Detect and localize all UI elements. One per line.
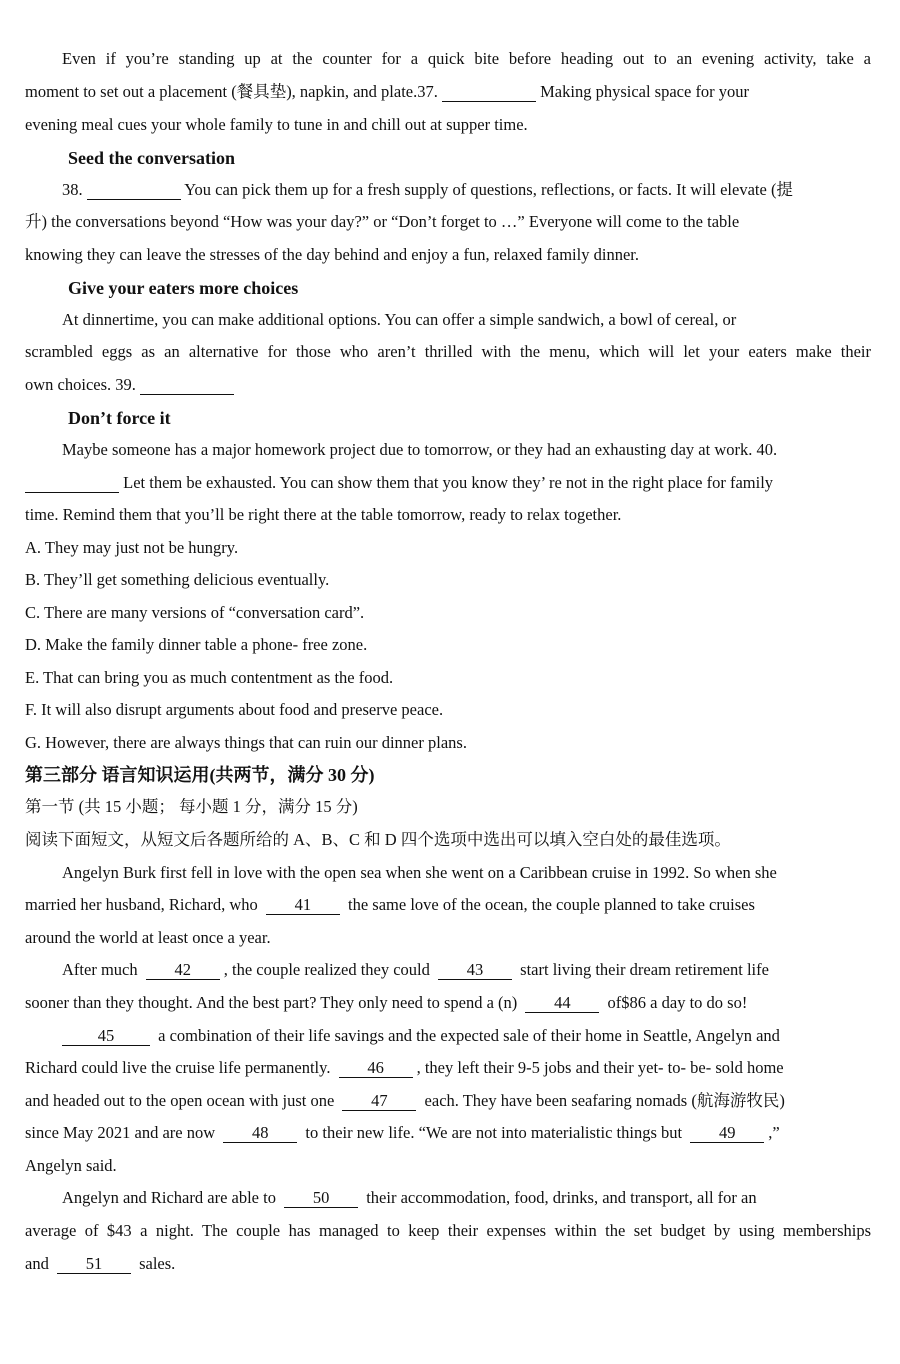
passage-line bbox=[25, 80, 871, 104]
blank-49[interactable]: 49 bbox=[690, 1124, 764, 1143]
text: ,” bbox=[768, 1123, 780, 1142]
text: and bbox=[25, 1254, 49, 1273]
passage-line bbox=[25, 243, 871, 267]
text: You can pick them up for a fresh supply of questions, reflections, or facts. It will elevate (提 bbox=[184, 180, 793, 199]
passage-line bbox=[25, 373, 871, 397]
text: of$86 a day to do so! bbox=[607, 993, 748, 1012]
text: 38. bbox=[62, 180, 83, 199]
text: and headed out to the open ocean with just one bbox=[25, 1091, 335, 1110]
passage-line bbox=[62, 178, 871, 202]
text: each. They have been seafaring nomads (航海游牧民) bbox=[424, 1091, 785, 1110]
cloze-line bbox=[62, 1024, 871, 1048]
passage-line bbox=[62, 308, 871, 332]
text: 升) the conversations beyond “How was your day?” or “Don’t forget to …” Everyone will come to the table bbox=[25, 212, 740, 231]
section-heading: Give your eaters more choices bbox=[68, 278, 299, 298]
passage-line bbox=[25, 113, 871, 137]
blank-42[interactable]: 42 bbox=[146, 961, 220, 980]
text: Even if you’re standing up at the counter for a quick bite before heading out to an evening activity, take a bbox=[62, 49, 871, 68]
text: Angelyn and Richard are able to bbox=[62, 1188, 276, 1207]
cloze-line bbox=[25, 1252, 871, 1276]
option-e: E. That can bring you as much contentment as the food. bbox=[25, 668, 394, 687]
blank-43[interactable]: 43 bbox=[438, 961, 512, 980]
section-instruction: 阅读下面短文，从短文后各题所给的 A、B、C 和 D 四个选项中选出可以填入空白处的最佳选项。 bbox=[25, 830, 731, 849]
text: Making physical space for your bbox=[540, 82, 750, 101]
blank-47[interactable]: 47 bbox=[342, 1092, 416, 1111]
cloze-line bbox=[25, 1089, 871, 1113]
passage-line bbox=[25, 340, 871, 364]
text: start living their dream retirement life bbox=[520, 960, 769, 979]
text: At dinnertime, you can make additional options. You can offer a simple sandwich, a bowl of cereal, or bbox=[62, 310, 737, 329]
cloze-line bbox=[25, 1056, 871, 1080]
option-b: B. They’ll get something delicious eventually. bbox=[25, 570, 330, 589]
section-heading: Don’t force it bbox=[68, 408, 171, 428]
blank-51[interactable]: 51 bbox=[57, 1255, 131, 1274]
option-d: D. Make the family dinner table a phone- free zone. bbox=[25, 635, 368, 654]
text: a combination of their life savings and the expected sale of their home in Seattle, Angelyn and bbox=[158, 1026, 780, 1045]
answer-blank-38[interactable] bbox=[87, 181, 181, 200]
text: around the world at least once a year. bbox=[25, 928, 271, 947]
option-c: C. There are many versions of “conversation card”. bbox=[25, 603, 365, 622]
answer-blank-40[interactable] bbox=[25, 474, 119, 493]
option-a: A. They may just not be hungry. bbox=[25, 538, 239, 557]
cloze-line bbox=[25, 991, 871, 1015]
cloze-line bbox=[62, 861, 871, 885]
text: average of $43 a night. The couple has managed to keep their expenses within the set budget by using memberships bbox=[25, 1221, 871, 1240]
option-f: F. It will also disrupt arguments about food and preserve peace. bbox=[25, 700, 444, 719]
text: Maybe someone has a major homework project due to tomorrow, or they had an exhausting day at work. 40. bbox=[62, 440, 778, 459]
passage-line bbox=[25, 210, 871, 234]
blank-41[interactable]: 41 bbox=[266, 896, 340, 915]
cloze-line bbox=[62, 1186, 871, 1210]
cloze-line bbox=[25, 893, 871, 917]
text: evening meal cues your whole family to tune in and chill out at supper time. bbox=[25, 115, 528, 134]
cloze-line bbox=[25, 1154, 871, 1178]
text: sales. bbox=[139, 1254, 176, 1273]
blank-48[interactable]: 48 bbox=[223, 1124, 297, 1143]
passage-line bbox=[62, 47, 871, 71]
answer-blank-37[interactable] bbox=[442, 83, 536, 102]
cloze-line bbox=[25, 926, 871, 950]
passage-line bbox=[25, 471, 871, 495]
text: time. Remind them that you’ll be right there at the table tomorrow, ready to relax together. bbox=[25, 505, 622, 524]
text: Angelyn said. bbox=[25, 1156, 117, 1175]
text: sooner than they thought. And the best part? They only need to spend a (n) bbox=[25, 993, 518, 1012]
text: , the couple realized they could bbox=[223, 960, 430, 979]
text: the same love of the ocean, the couple planned to take cruises bbox=[348, 895, 755, 914]
text: moment to set out a placement (餐具垫), napkin, and plate.37. bbox=[25, 82, 438, 101]
blank-46[interactable]: 46 bbox=[339, 1059, 413, 1078]
blank-44[interactable]: 44 bbox=[525, 994, 599, 1013]
passage-line bbox=[25, 503, 871, 527]
cloze-line bbox=[62, 958, 871, 982]
text: Angelyn Burk first fell in love with the open sea when she went on a Caribbean cruise in 1992. So when she bbox=[62, 863, 777, 882]
text: own choices. 39. bbox=[25, 375, 136, 394]
text: knowing they can leave the stresses of the day behind and enjoy a fun, relaxed family dinner. bbox=[25, 245, 639, 264]
text: Let them be exhausted. You can show them that you know they’ re not in the right place for family bbox=[123, 473, 774, 492]
option-g: G. However, there are always things that can ruin our dinner plans. bbox=[25, 733, 467, 752]
text: since May 2021 and are now bbox=[25, 1123, 216, 1142]
text: scrambled eggs as an alternative for those who aren’t thrilled with the menu, which will let your eaters make their bbox=[25, 342, 871, 361]
blank-50[interactable]: 50 bbox=[284, 1189, 358, 1208]
answer-blank-39[interactable] bbox=[140, 376, 234, 395]
text: , they left their 9-5 jobs and their yet- to- be- sold home bbox=[416, 1058, 784, 1077]
cloze-line bbox=[25, 1121, 871, 1145]
section-heading: Seed the conversation bbox=[68, 148, 235, 168]
cloze-line bbox=[25, 1219, 871, 1243]
blank-45[interactable]: 45 bbox=[62, 1027, 150, 1046]
text: married her husband, Richard, who bbox=[25, 895, 258, 914]
text: After much bbox=[62, 960, 138, 979]
text: to their new life. “We are not into materialistic things but bbox=[305, 1123, 683, 1142]
passage-line bbox=[62, 438, 871, 462]
section-subtitle: 第一节 (共 15 小题； 每小题 1 分，满分 15 分) bbox=[25, 797, 358, 816]
text: their accommodation, food, drinks, and transport, all for an bbox=[366, 1188, 757, 1207]
section-title: 第三部分 语言知识运用(共两节，满分 30 分) bbox=[25, 765, 375, 785]
text: Richard could live the cruise life permanently. bbox=[25, 1058, 331, 1077]
